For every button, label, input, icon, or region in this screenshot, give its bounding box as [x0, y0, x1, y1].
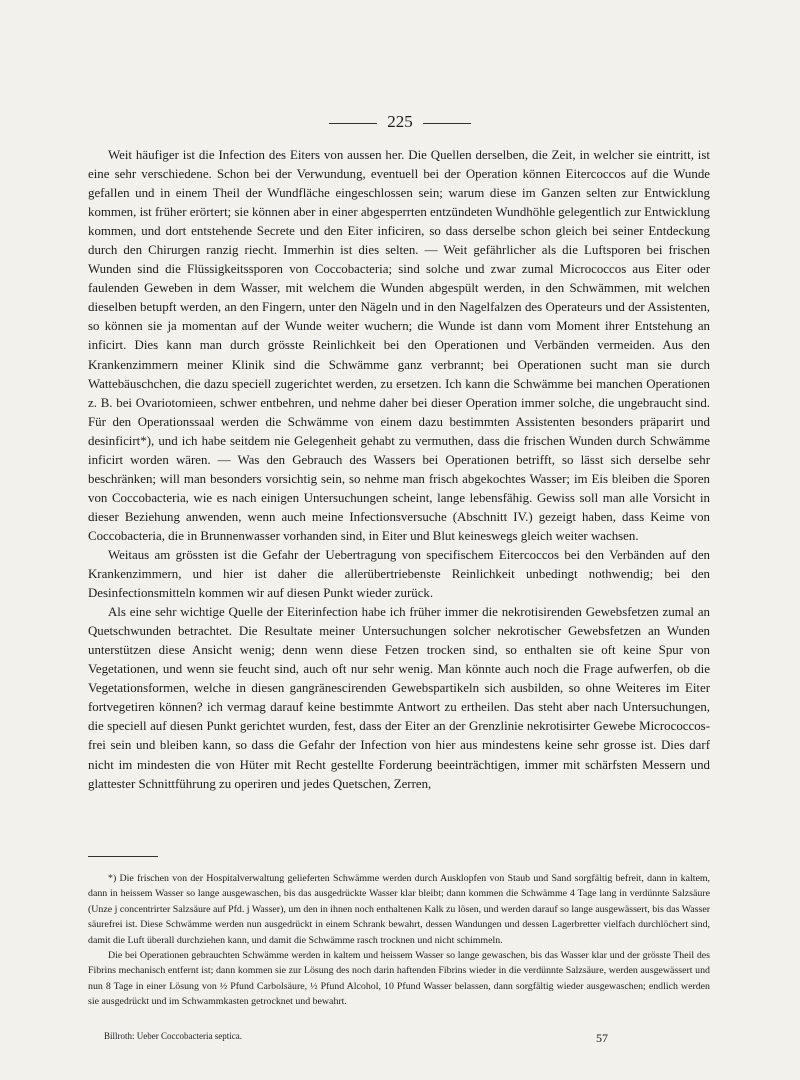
- page-number: 225: [387, 112, 413, 131]
- paragraph: Als eine sehr wichtige Quelle der Eiterinfection habe ich früher immer die nekrotisirenden Gewebsfetzen zumal an Quetschwunden betrachtet. Die Resultate meiner Untersuchungen solcher nekrotischer Gewebsfetzen an Wunden unterstützen diese Ansicht wenig; denn wenn diese Fetzen trocken sind, so enthalten sie oft keine Spur von Vegetationen, und wenn sie feucht sind, auch oft nur sehr wenig. Man könnte auch noch die Frage aufwerfen, ob die Vegetationsformen, welche in diesen gangränescirenden Gewebspartikeln sich ausbilden, so ohne Weiteres im Eiter fortvegetiren können? ich vermag darauf keine bestimmte Antwort zu ertheilen. Das steht aber nach Untersuchungen, die speciell auf diesen Punkt gerichtet wurden, fest, dass der Eiter an der Grenzlinie nekrotisirter Gewebe Micrococcos-frei sein und bleiben kann, so dass die Gefahr der Infection von hier aus mindestens keine sehr grosse ist. Dies darf nicht im mindesten die von Hüter mit Recht gestellte Forderung beeinträchtigen, immer mit schärfsten Messern und glattester Schnittführung zu operiren und jedes Quetschen, Zerren,: [88, 605, 710, 791]
- footnotes: [88, 871, 710, 1010]
- sheet-number: 57: [596, 1031, 608, 1045]
- signature-line: Billroth: Ueber Coccobacteria septica.: [104, 1031, 242, 1041]
- footnote: Die bei Operationen gebrauchten Schwämme werden in kaltem und heissem Wasser so lange gewaschen, bis das Wasser klar und der grösste Theil des Fibrins mechanisch entfernt ist; dann kommen sie zur Lösung des noch darin haftenden Fibrins wieder in die verdünnte Salzsäure, werden ausgewässert und nun 8 Tage in einer Lösung von ½ Pfund Carbolsäure, ½ Pfund Alcohol, 10 Pfund Wasser belassen, dann sorgfältig wieder ausgewaschen; endlich werden sie ausgedrückt und im Schwammkasten getrocknet und bewahrt.: [88, 950, 710, 1008]
- footnote-separator: [88, 856, 158, 857]
- page-header: [0, 112, 800, 132]
- header-rule-left: [329, 123, 377, 124]
- page-footer: [104, 1031, 608, 1046]
- footnote: *) Die frischen von der Hospitalverwaltung gelieferten Schwämme werden durch Ausklopfen von Staub und Sand sorgfältig befreit, dann in kaltem, dann in heissem Wasser so lange ausgewaschen, bis das ausgedrückte Wasser klar bleibt; dann kommen die Schwämme 4 Tage lang in verdünnte Salzsäure (Unze j concentrirter Salzsäure auf Pfd. j Wasser), um den in ihnen noch enthaltenen Kalk zu lösen, und werden darauf so lange ausgewässert, bis das Wasser säurefrei ist. Diese Schwämme werden nun ausgedrückt in einem Schrank bewahrt, dessen Wandungen und dessen Lagerbretter vielfach durchlöchert sind, damit die Luft überall durchziehen kann, und damit die Schwämme rasch trocknen und nicht schimmeln.: [88, 873, 710, 946]
- paragraph: Weitaus am grössten ist die Gefahr der Uebertragung von specifischem Eitercoccos bei den Verbänden auf den Krankenzimmern, und hier ist daher die allerübertriebenste Reinlichkeit unbedingt nothwendig; bei den Desinfectionsmitteln kommen wir auf diesen Punkt wieder zurück.: [88, 547, 710, 601]
- header-rule-right: [423, 123, 471, 124]
- paragraph: Weit häufiger ist die Infection des Eiters von aussen her. Die Quellen derselben, die Zeit, in welcher sie eintritt, ist eine sehr verschiedene. Schon bei der Verwundung, eventuell bei der Operation können Eitercoccos auf die Wunde gefallen und in einem Theil der Wundfläche eingeschlossen sein; warum diese im Ganzen selten zur Entwicklung kommen, ist früher erörtert; sie können aber in einer abgesperrten entzündeten Wundhöhle gelegentlich zur Entwicklung kommen, und dort entstehende Secrete und den Eiter inficiren, so dass derselbe schon gleich bei seiner Entdeckung durch den Chirurgen ranzig riecht. Immerhin ist dies selten. — Weit gefährlicher als die Luftsporen bei frischen Wunden sind die Flüssigkeitssporen von Coccobacteria; sind solche und zwar zumal Micrococcos aus Eiter oder faulenden Geweben in dem Wasser, mit welchem die Wunden abgespült werden, in den Schwämmen, mit welchen dieselben betupft werden, an den Fingern, unter den Nägeln und in den Nagelfalzen des Operateurs und der Assistenten, so können sie ja momentan auf der Wunde weiter wuchern; die Wunde ist dann vom Moment ihrer Entstehung an inficirt. Dies kann man durch grösste Reinlichkeit bei den Operationen und Verbänden vermeiden. Aus den Krankenzimmern meiner Klinik sind die Schwämme ganz verbrannt; bei Operationen sucht man sie durch Wattebäuschchen, die dazu speciell zugerichtet werden, zu ersetzen. Ich kann die Schwämme bei manchen Operationen z. B. bei Ovariotomieen, schwer entbehren, und nehme daher bei dieser Operation immer solche, die ungebraucht sind. Für den Operationssaal werden die Schwämme von einem dazu bestimmten Assistenten besonders präparirt und desinficirt*), und ich habe seitdem nie Gelegenheit gehabt zu vermuthen, dass die frischen Wunden durch Schwämme inficirt worden wären. — Was den Gebrauch des Wassers bei Operationen betrifft, so lässt sich derselbe sehr beschränken; will man besonders vorsichtig sein, so nehme man frisch abgekochtes Wasser; im Eis bleiben die Sporen von Coccobacteria, wie es nach einigen Untersuchungen scheint, lange lebensfähig. Gewiss soll man alle Vorsicht in dieser Beziehung anwenden, wenn auch meine Infectionsversuche (Abschnitt IV.) gezeigt haben, dass Keime von Coccobacteria, die in Brunnenwasser vorhanden sind, in Eiter und Blut keineswegs gleich weiter wachsen.: [88, 148, 710, 543]
- body-text: [88, 146, 710, 794]
